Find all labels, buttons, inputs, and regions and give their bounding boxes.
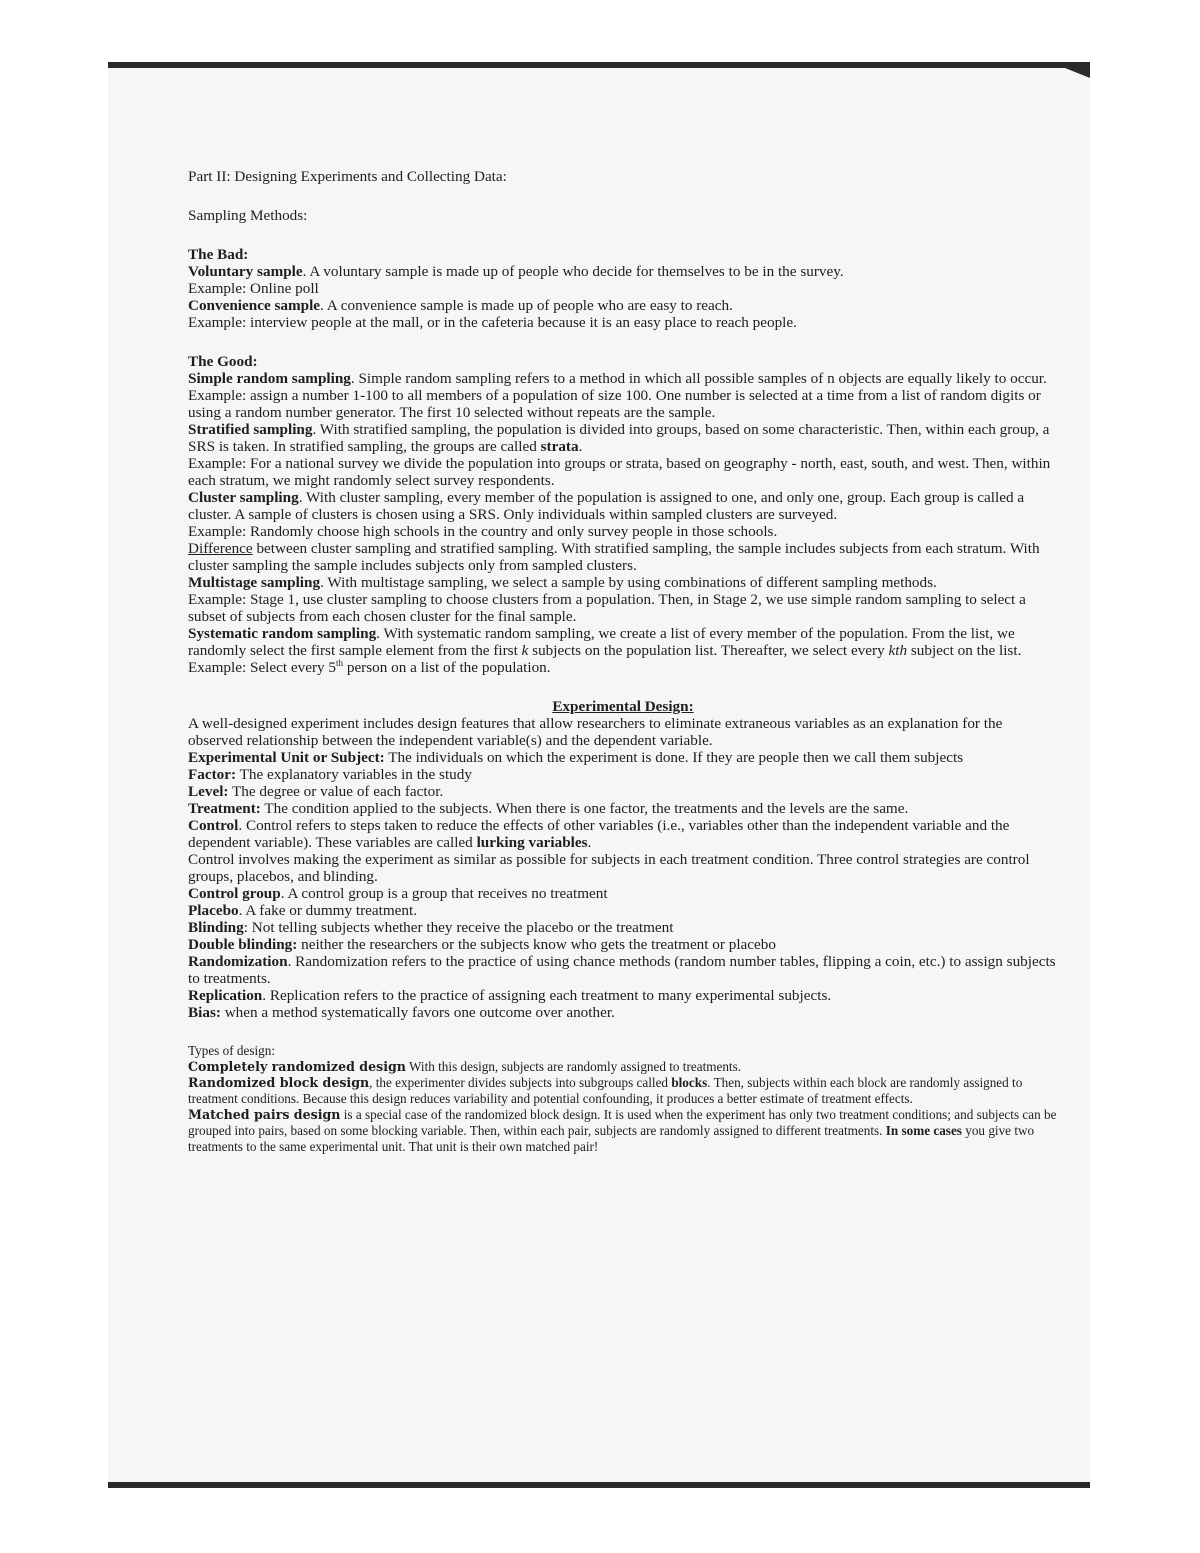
multistage-term: Multistage sampling [188,574,321,591]
systematic-paragraph [188,625,1058,659]
bad-heading: The Bad: [188,246,249,263]
replication-term: Replication [188,987,263,1004]
convenience-example: Example: interview people at the mall, or in the cafeteria because it is an easy place to reach people. [188,314,797,331]
systematic-k: k [521,642,529,659]
mpd-text-2: you give two treatments to the same experimental unit. That unit is their own matched pair! [188,1123,1035,1154]
good-heading: The Good: [188,353,258,370]
factor-paragraph [188,766,1058,783]
crd-text: With this design, subjects are randomly assigned to treatments. [405,1059,742,1074]
randomization-text: . Randomization refers to the practice of using chance methods (random number tables, flipping a coin, etc.) to assign subjects to treatments. [188,953,1056,987]
srs-term: Simple random sampling [188,370,351,387]
blinding-paragraph [188,919,1058,936]
unit-term: Experimental Unit or Subject: [188,749,385,766]
voluntary-term: Voluntary sample [188,263,303,280]
placebo-term: Placebo [188,902,239,919]
rbd-text-1: , the experimenter divides subjects into subgroups called [369,1075,672,1090]
systematic-example-sup: th [336,657,344,668]
srs-paragraph [188,370,1058,387]
unit-text: The individuals on which the experiment is done. If they are people then we call them subjects [384,749,964,766]
factor-text: The explanatory variables in the study [236,766,472,783]
cluster-text: . With cluster sampling, every member of the population is assigned to one, and only one, group. Each group is called a cluster. A sample of clusters is chosen using a SRS. Only individuals within sampled clusters are surveyed. [188,489,1025,523]
srs-text: . Simple random sampling refers to a method in which all possible samples of n objects are equally likely to occur. [350,370,1047,387]
sampling-heading: Sampling Methods: [188,207,308,224]
experimental-heading: Experimental Design: [552,698,694,715]
multistage-paragraph [188,574,1058,591]
control-group-paragraph [188,885,1058,902]
cluster-paragraph [188,489,1058,523]
difference-paragraph [188,540,1058,574]
types-heading: Types of design: [188,1043,275,1058]
convenience-paragraph [188,297,1058,314]
replication-text: . Replication refers to the practice of assigning each treatment to many experimental subjects. [262,987,832,1004]
factor-term: Factor: [188,766,237,783]
rbd-paragraph [188,1075,1058,1107]
stratified-example: Example: For a national survey we divide the population into groups or strata, based on geography - north, east, south, and west. Then, within each stratum, we might randomly select survey respondents. [188,455,1051,489]
crd-paragraph [188,1059,1058,1075]
lurking-variables-term: lurking variables [476,834,588,851]
systematic-text-3: subject on the list. [907,642,1022,659]
blinding-text: : Not telling subjects whether they receive the placebo or the treatment [243,919,674,936]
rbd-text-2: . Then, subjects within each block are randomly assigned to treatment conditions. Because this design reduces variability and potential confounding, it produces a better estimate of treatment effects. [188,1075,1023,1106]
bias-paragraph [188,1004,1058,1021]
double-blinding-paragraph [188,936,1058,953]
blinding-term: Blinding [188,919,244,936]
randomization-paragraph [188,953,1058,987]
bias-text: when a method systematically favors one outcome over another. [220,1004,615,1021]
difference-word: Difference [188,540,253,557]
systematic-text-2: subjects on the population list. Thereafter, we select every [528,642,889,659]
crd-term: Completely randomized design [188,1059,406,1074]
mpd-term: Matched pairs design [188,1107,341,1122]
placebo-text: . A fake or dummy treatment. [238,902,418,919]
control-strategies: Control involves making the experiment as similar as possible for subjects in each treatment condition. Three control strategies are control groups, placebos, and blinding. [188,851,1030,885]
cluster-example: Example: Randomly choose high schools in the country and only survey people in those schools. [188,523,778,540]
rbd-term: Randomized block design [188,1075,370,1090]
multistage-example: Example: Stage 1, use cluster sampling to choose clusters from a population. Then, in Stage 2, we use simple random sampling to select a subset of subjects from each chosen cluster for the final sample. [188,591,1026,625]
systematic-example [188,659,1058,676]
placebo-paragraph [188,902,1058,919]
treatment-text: The condition applied to the subjects. When there is one factor, the treatments and the levels are the same. [260,800,909,817]
convenience-text: . A convenience sample is made up of people who are easy to reach. [320,297,733,314]
level-term: Level: [188,783,229,800]
difference-text: between cluster sampling and stratified sampling. With stratified sampling, the sample includes subjects from each stratum. With cluster sampling the sample includes subjects only from sampled clusters. [188,540,1040,574]
randomization-term: Randomization [188,953,288,970]
control-end: . [587,834,592,851]
level-paragraph [188,783,1058,800]
control-paragraph [188,817,1058,851]
systematic-example-2: person on a list of the population. [343,659,551,676]
systematic-term: Systematic random sampling [188,625,377,642]
stratified-term: Stratified sampling [188,421,313,438]
stratified-paragraph [188,421,1058,455]
control-text: . Control refers to steps taken to reduce the effects of other variables (i.e., variables other than the independent variable and the dependent variable). These variables are called [188,817,1010,851]
experimental-intro: A well-designed experiment includes design features that allow researchers to eliminate extraneous variables as an explanation for the observed relationship between the independent variable(s) and the dependent variable. [188,715,1003,749]
voluntary-paragraph [188,263,1058,280]
treatment-paragraph [188,800,1058,817]
strata-term: strata [540,438,579,455]
systematic-example-1: Example: Select every 5 [188,659,337,676]
document-page [108,62,1090,1488]
treatment-term: Treatment: [188,800,261,817]
stratified-text: . With stratified sampling, the population is divided into groups, based on some characteristic. Then, within each group, a SRS is taken. In stratified sampling, the groups are called [188,421,1050,455]
cluster-term: Cluster sampling [188,489,299,506]
bias-term: Bias: [188,1004,221,1021]
systematic-text-1: . With systematic random sampling, we create a list of every member of the population. From the list, we randomly select the first sample element from the first [188,625,1015,659]
control-group-term: Control group [188,885,281,902]
systematic-kth: kth [888,642,908,659]
document-content [188,168,1058,1155]
convenience-term: Convenience sample [188,297,321,314]
mpd-bold: In some cases [885,1123,962,1138]
unit-paragraph [188,749,1058,766]
stratified-end: . [578,438,583,455]
page-corner-edge [1050,62,1090,78]
blocks-term: blocks [671,1075,708,1090]
multistage-text: . With multistage sampling, we select a sample by using combinations of different sampling methods. [320,574,937,591]
mpd-text: is a special case of the randomized block design. It is used when the experiment has only two treatment conditions; and subjects can be grouped into pairs, based on some blocking variable. Then, within each pair, subjects are randomly assigned to different treatments. [188,1107,1057,1138]
types-of-design-section [188,1043,1058,1155]
srs-example: Example: assign a number 1-100 to all members of a population of size 100. One number is selected at a time from a list of random digits or using a random number generator. The first 10 selected without repeats are the sample. [188,387,1041,421]
voluntary-text: . A voluntary sample is made up of people who decide for themselves to be in the survey. [302,263,844,280]
double-blinding-text: neither the researchers or the subjects know who gets the treatment or placebo [297,936,776,953]
mpd-paragraph [188,1107,1058,1155]
level-text: The degree or value of each factor. [228,783,444,800]
control-group-text: . A control group is a group that receives no treatment [280,885,608,902]
voluntary-example: Example: Online poll [188,280,319,297]
control-term: Control [188,817,239,834]
replication-paragraph [188,987,1058,1004]
double-blinding-term: Double blinding: [188,936,298,953]
part-title: Part II: Designing Experiments and Collecting Data: [188,168,507,185]
